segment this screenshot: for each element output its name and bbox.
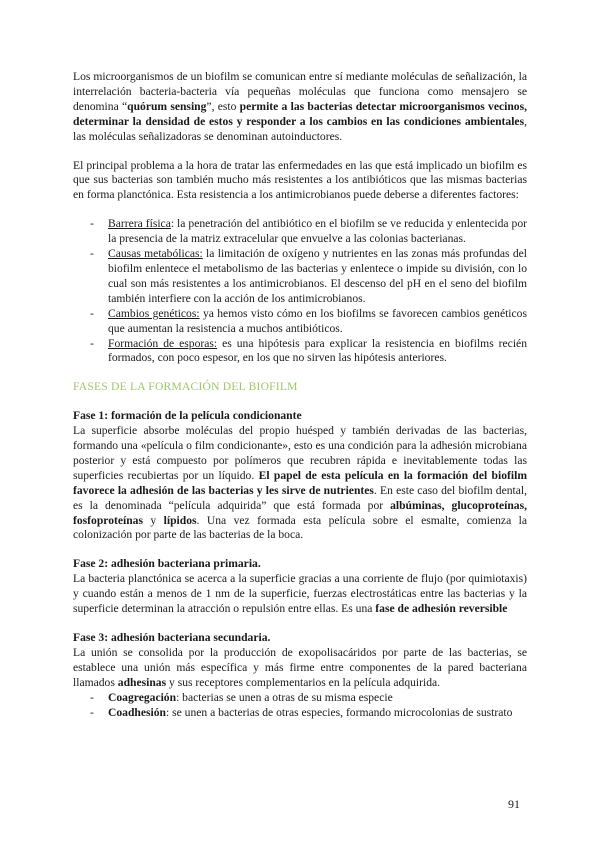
text-run: La unión se consolida por la producción de exopolisacáridos por parte de las bacterias, se establece una unión más específica y más firme entre componentes de la pared bacteriana llamados [73, 645, 527, 689]
list-item-term: Cambios genéticos: [108, 306, 200, 320]
list-item-text: es una hipótesis para explicar la resistencia en biofilms recién formados, con poco espesor, en los que no sirven las hipótesis anteriores. [108, 336, 527, 365]
page-number: 91 [508, 797, 520, 811]
bold-term: albúminas, glucoproteínas, fosfoproteínas [73, 498, 527, 527]
list-item [108, 337, 527, 367]
list-item-text: ya hemos visto cómo en los biofilms se favorecen cambios genéticos que aumentan la resistencia a muchos antibióticos. [108, 306, 527, 335]
text-run: , las moléculas señalizadoras se denominan autoinductores. [73, 114, 527, 143]
list-item-term: Causas metabólicas: [108, 247, 203, 261]
text-run: La superficie absorbe moléculas del propio huésped y también derivadas de las bacterias, formando una «película o film condicionante», esto es una condición para la adhesión microbiana posterior y está compuesto por polímeros que recubren rápida e inevitablemente todas las superficies recubiertas por un líquido. [73, 424, 527, 482]
text-run: ”, esto [206, 99, 240, 113]
text-run: y sus receptores complementarios en la película adquirida. [166, 675, 441, 689]
text-run: . En este caso del biofilm dental, es la denominada “película adquirida” que está formada por [73, 483, 528, 512]
list-item [108, 307, 527, 337]
list-item [108, 217, 527, 247]
phase-3-paragraph [73, 646, 527, 691]
list-item-text: : bacterias se unen a otras de su misma especie [176, 690, 393, 704]
phase-2-heading: Fase 2: adhesión bacteriana primaria. [73, 557, 261, 571]
phase-2-paragraph [73, 572, 527, 617]
section-heading: FASES DE LA FORMACIÓN DEL BIOFILM [73, 380, 298, 394]
list-item-text: : se unen a bacterias de otras especies, formando microcolonias de sustrato [166, 705, 513, 719]
bold-term-quorum-sensing: quórum sensing [127, 99, 207, 113]
list-item-term: Coadhesión [108, 705, 166, 719]
bold-term: lípidos [163, 513, 197, 527]
phase-1-heading: Fase 1: formación de la película condicionante [73, 409, 302, 423]
text-run: La bacteria planctónica se acerca a la superficie gracias a una corriente de flujo (por quimiotaxis) y cuando están a menos de 1 nm de la superficie, fuerzas electrostáticas entre las bacterias y la superficie determinan la atracción o repulsión entre ellas. Es una [73, 572, 527, 616]
paragraph-quorum-sensing [73, 70, 527, 145]
list-item-text: la limitación de oxígeno y nutrientes en las zonas más profundas del biofilm enlentece el metabolismo de las bacterias y enlentece o impide su división, con lo cual son más resistentes a los antimicrobianos. El descenso del pH en el seno del biofilm también interfiere con la acción de los antimicrobianos. [108, 247, 527, 305]
list-item-term: Coagregación [108, 690, 177, 704]
bold-term: adhesinas [117, 675, 167, 689]
list-item-text: : la penetración del antibiótico en el biofilm se ve reducida y enlentecida por la presencia de la matriz extracelular que envuelve a las colonias bacterianas. [108, 217, 527, 246]
bold-highlight: El papel de esta película en la formación del biofilm favorece la adhesión de las bacterias y les sirve de nutrientes [73, 468, 527, 497]
bold-highlight: permite a las bacterias detectar microorganismos vecinos, determinar la densidad de estos y responder a los cambios en las condiciones ambientales [73, 99, 527, 128]
phase-1-paragraph [73, 424, 527, 543]
list-item-term: Formación de esporas: [108, 336, 218, 350]
bold-term: fase de adhesión reversible [375, 602, 508, 616]
list-item [108, 247, 527, 307]
phase-3-heading: Fase 3: adhesión bacteriana secundaria. [73, 631, 271, 644]
text-run: y [143, 513, 164, 527]
list-item-term: Barrera física [108, 217, 171, 231]
list-item [108, 706, 527, 721]
page-content [73, 70, 527, 720]
list-item [108, 691, 527, 706]
adhesion-types-list [73, 691, 527, 721]
resistance-factors-list [73, 217, 527, 366]
text-run: . Una vez formada esta película sobre el esmalte, comienza la colonización por parte de las bacterias de la boca. [73, 513, 528, 542]
text-run: Los microorganismos de un biofilm se comunican entre sí mediante moléculas de señalización, la interrelación bacteria-bacteria vía pequeñas moléculas que funciona como mensajero se denomina “ [73, 70, 527, 113]
paragraph-resistance: El principal problema a la hora de tratar las enfermedades en las que está implicado un biofilm es que sus bacterias son también mucho más resistentes a los antibióticos que las mismas bacterias en forma planctónica. Esta resistencia a los antimicrobianos puede deberse a diferentes factores: [73, 158, 527, 202]
